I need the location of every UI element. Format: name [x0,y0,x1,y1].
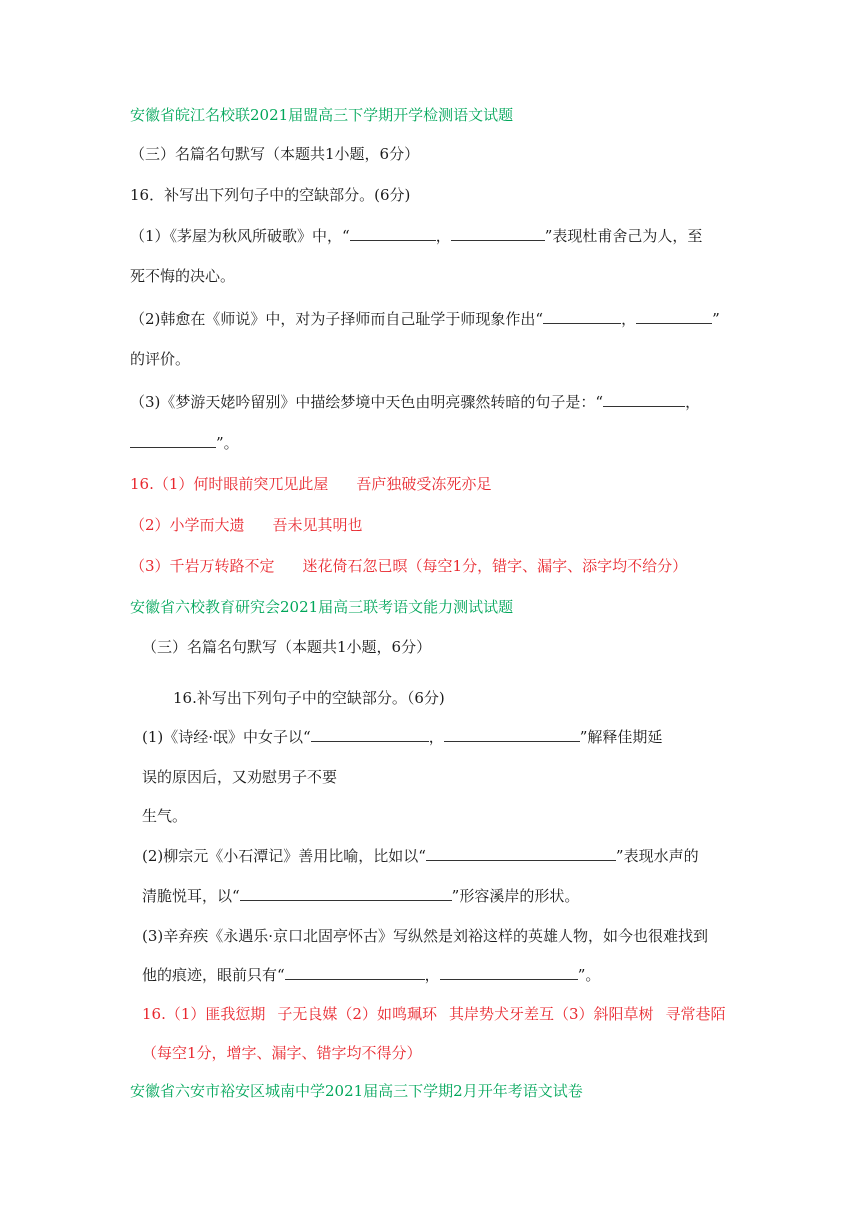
answer-blank [603,392,685,407]
s2-q3-line2 [142,964,600,986]
answer-blank [444,727,580,742]
s2-answer-c: 其岸势犬牙差互（3）斜阳草树 [448,1005,654,1023]
part-heading-2: （三）名篇名句默写（本题共1小题，6分） [142,638,432,656]
s2-q3-text-post: ”。 [577,966,601,984]
s2-q2-text-post: ”表现水声的 [615,847,699,865]
answer-1a: 16.（1）何时眼前突兀见此屋 [130,475,329,493]
s2-q1-text-post: ”解释佳期延 [579,728,663,746]
q1-line [130,225,702,247]
q3-line2 [130,432,239,454]
q3-line [130,391,700,413]
s2-q3-sep: ， [424,966,440,984]
q2-text-post: ” [712,310,720,328]
answer-blank [311,727,429,742]
answer-blank [240,886,452,901]
s2-q2-line [142,845,699,867]
s2-q1-text-pre: (1)《诗经·氓》中女子以“ [142,728,311,746]
s2-q2-text-pre: (2)柳宗元《小石潭记》善用比喻，比如以“ [142,847,426,865]
s2-answer-line [142,1003,726,1025]
answer-blank [636,309,712,324]
q1-text-pre: （1）《茅屋为秋风所破歌》中，“ [130,227,350,245]
s2-q3-text-pre: 他的痕迹，眼前只有“ [142,966,285,984]
s2-q1-line [142,726,662,748]
q3-text-pre: （3)《梦游天姥吟留别》中描绘梦境中天色由明亮骤然转暗的句子是：“ [130,393,604,411]
s2-answer-a: 16.（1）匪我愆期 [142,1005,266,1023]
answer-3a: （3）千岩万转路不定 [130,557,275,575]
answer-blank [440,965,578,980]
s2-q2-line2 [142,885,579,907]
answer-3b: 迷花倚石忽已暝（每空1分，错字、漏字、添字均不给分） [302,557,688,575]
answer-2b: 吾未见其明也 [272,516,363,534]
q2-sep: ， [621,310,637,328]
part-heading-1: （三）名篇名句默写（本题共1小题，6分） [130,145,420,163]
s2-answer-note: （每空1分，增字、漏字、错字均不得分） [142,1044,422,1062]
answer-blank [426,846,616,861]
s2-answer-b: 子无良媒（2）如鸣珮环 [277,1005,437,1023]
answer-blank [130,433,216,448]
answer-line-2 [130,514,363,536]
answer-line-3 [130,555,687,577]
source-title-1: 安徽省皖江名校联2021届盟高三下学期开学检测语文试题 [130,106,514,124]
source-title-2: 安徽省六校教育研究会2021届高三联考语文能力测试试题 [130,598,514,616]
s2-q3-line1: (3)辛弃疾《永遇乐·京口北固亭怀古》写纵然是刘裕这样的英雄人物，如今也很难找到 [142,927,709,945]
q1-text-post: ”表现杜甫舍己为人，至 [544,227,703,245]
answer-line-1 [130,473,491,495]
q3-text-post: ”。 [216,434,239,452]
source-title-3: 安徽省六安市裕安区城南中学2021届高三下学期2月开年考语文试卷 [130,1082,583,1100]
s2-q1-line2: 误的原因后，又劝慰男子不要 [142,768,338,786]
s2-q1-line3: 生气。 [142,807,188,825]
s2-q2-line2-pre: 清脆悦耳，以“ [142,887,240,905]
answer-blank [350,226,436,241]
q3-sep: ， [685,393,701,411]
s2-q2-line2-post: ”形容溪岸的形状。 [451,887,580,905]
answer-blank [543,309,621,324]
q2-line [130,308,720,330]
q2-line2: 的评价。 [130,350,191,368]
s2-answer-d: 寻常巷陌 [665,1005,726,1023]
answer-1b: 吾庐独破受冻死亦足 [356,475,492,493]
answer-blank [451,226,545,241]
question-16-prompt-1: 16．补写出下列句子中的空缺部分。(6分) [130,186,411,204]
q1-sep: ， [435,227,451,245]
q2-text-pre: （2)韩愈在《师说》中，对为子择师而自己耻学于师现象作出“ [130,310,544,328]
answer-2a: （2）小学而大遗 [130,516,245,534]
question-16-prompt-2: 16.补写出下列句子中的空缺部分。（6分) [173,689,445,707]
q1-line2: 死不悔的决心。 [130,267,236,285]
answer-blank [285,965,425,980]
s2-q1-sep: ， [428,728,444,746]
